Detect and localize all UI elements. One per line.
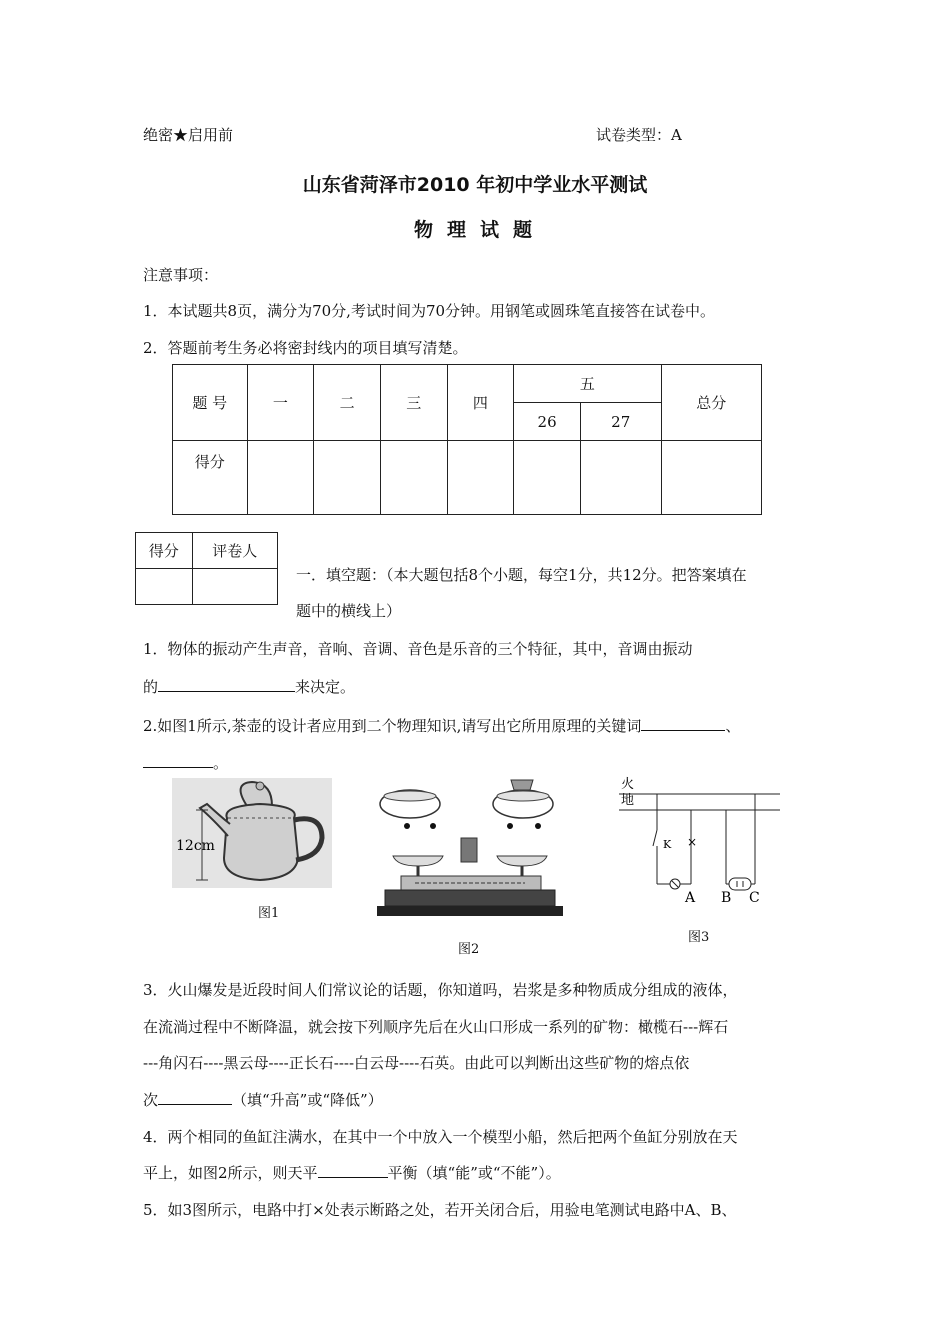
q2-text: 2.如图1所示,茶壶的设计者应用到二个物理知识,请写出它所用原理的关键词: [143, 717, 642, 735]
q2-answer-blank-2[interactable]: [143, 753, 213, 768]
score-table-col-27: 27: [580, 403, 661, 441]
balance-pillar: [461, 838, 477, 862]
score-cell[interactable]: [247, 441, 314, 515]
score-cell[interactable]: [314, 441, 381, 515]
q2-answer-blank-1[interactable]: [641, 716, 725, 731]
grader-score-cell[interactable]: [136, 569, 193, 605]
q3-line4: [143, 1089, 383, 1110]
ground-wire-label: 地: [621, 793, 635, 808]
q1-line2: [143, 676, 355, 697]
q4-line1: 4．两个相同的鱼缸注满水，在其中一个中放入一个模型小船，然后把两个鱼缸分别放在天: [143, 1128, 738, 1146]
right-tank-foot: [535, 823, 541, 829]
socket-icon: [729, 878, 751, 890]
score-table-col-3: 三: [380, 365, 447, 441]
score-cell[interactable]: [514, 441, 581, 515]
grader-name-cell[interactable]: [192, 569, 277, 605]
q1-line1: 1．物体的振动产生声音，音响、音调、音色是乐音的三个特征，其中，音调由振动: [143, 640, 693, 658]
balance-plinth: [377, 906, 563, 916]
score-table-col-2: 二: [314, 365, 381, 441]
switch-k-label: K: [663, 838, 672, 851]
note-item-1: 1．本试题共8页，满分为70分,考试时间为70分钟。用钢笔或圆珠笔直接答在试卷中。: [143, 302, 716, 320]
secret-label: 绝密★启用前: [143, 126, 234, 144]
figure-3-circuit: [615, 774, 785, 910]
teapot-body: [224, 804, 298, 880]
right-tank-foot: [507, 823, 513, 829]
notes-heading: 注意事项：: [143, 266, 219, 284]
q3-line3: ---角闪石----黑云母----正长石----白云母----石英。由此可以判断出这些矿物的熔点依: [143, 1054, 690, 1072]
point-a-label: A: [685, 890, 696, 906]
subject-title: 物理试题: [413, 219, 546, 241]
right-tank-water: [497, 791, 549, 801]
note-item-2: 2．答题前考生务必将密封线内的项目填写清楚。: [143, 339, 468, 357]
section1-heading-1: 一．填空题：（本大题包括8个小题，每空1分，共12分。把答案填在: [296, 566, 747, 584]
q1-answer-blank[interactable]: [158, 677, 295, 692]
right-pan: [497, 856, 547, 866]
q4-post: 平衡（填“能”或“不能”）。: [387, 1164, 561, 1182]
q4-pre: 平上，如图2所示，则天平: [143, 1164, 318, 1182]
q3-line1: 3．火山爆发是近段时间人们常议论的话题，你知道吗，岩浆是多种物质成分组成的液体，: [143, 981, 738, 999]
q4-line2: [143, 1162, 561, 1183]
section1-heading-2: 题中的横线上）: [296, 602, 402, 620]
grader-table-grader: 评卷人: [192, 533, 277, 569]
figure-1-teapot: [172, 778, 332, 888]
point-c-label: C: [749, 890, 760, 906]
score-table-group: 五: [514, 365, 661, 403]
left-tank-foot: [430, 823, 436, 829]
score-cell[interactable]: [661, 441, 761, 515]
q5-line1: 5．如3图所示，电路中打×处表示断路之处，若开关闭合后，用验电笔测试电路中A、B、: [143, 1201, 737, 1219]
fig1-height-label: 12cm: [176, 838, 215, 854]
left-pan: [393, 856, 443, 866]
page-title: 山东省菏泽市2010 年初中学业水平测试: [302, 174, 648, 196]
break-mark: ×: [687, 835, 698, 849]
score-cell[interactable]: [447, 441, 514, 515]
live-wire-label: 火: [621, 777, 635, 792]
left-tank-water: [384, 791, 436, 801]
model-boat: [511, 780, 533, 790]
score-table: [172, 364, 762, 515]
figure-2-caption: 图2: [458, 942, 480, 957]
switch-k: [653, 830, 657, 884]
figure-2-balance: [375, 772, 565, 930]
q4-answer-blank[interactable]: [318, 1163, 388, 1178]
point-b-label: B: [721, 890, 732, 906]
q3-line2: 在流淌过程中不断降温，就会按下列顺序先后在火山口形成一系列的矿物：橄榄石---辉石: [143, 1018, 729, 1036]
teapot-knob: [256, 782, 264, 790]
paper-type: 试卷类型：A: [596, 126, 682, 144]
score-cell[interactable]: [580, 441, 661, 515]
score-cell[interactable]: [380, 441, 447, 515]
score-table-col-1: 一: [247, 365, 314, 441]
q1-post: 来决定。: [295, 678, 356, 696]
figure-3-caption: 图3: [688, 930, 710, 945]
score-table-col-4: 四: [447, 365, 514, 441]
q2-line1: [143, 715, 740, 736]
q2-line2: [143, 752, 228, 773]
q3-post: （填“升高”或“降低”）: [232, 1091, 383, 1109]
score-table-row-label: 题 号: [173, 365, 248, 441]
q2-sep: 、: [725, 717, 741, 735]
q3-answer-blank[interactable]: [158, 1090, 232, 1105]
score-table-score-label: 得分: [173, 441, 248, 515]
figure-1-caption: 图1: [258, 906, 280, 921]
left-tank-foot: [404, 823, 410, 829]
grader-table: [135, 532, 278, 605]
score-table-col-26: 26: [514, 403, 581, 441]
q3-pre: 次: [143, 1091, 159, 1109]
q1-pre: 的: [143, 678, 159, 696]
balance-base: [385, 890, 555, 906]
q2-end: 。: [213, 754, 229, 772]
score-table-total: 总分: [661, 365, 761, 441]
grader-table-score: 得分: [136, 533, 193, 569]
